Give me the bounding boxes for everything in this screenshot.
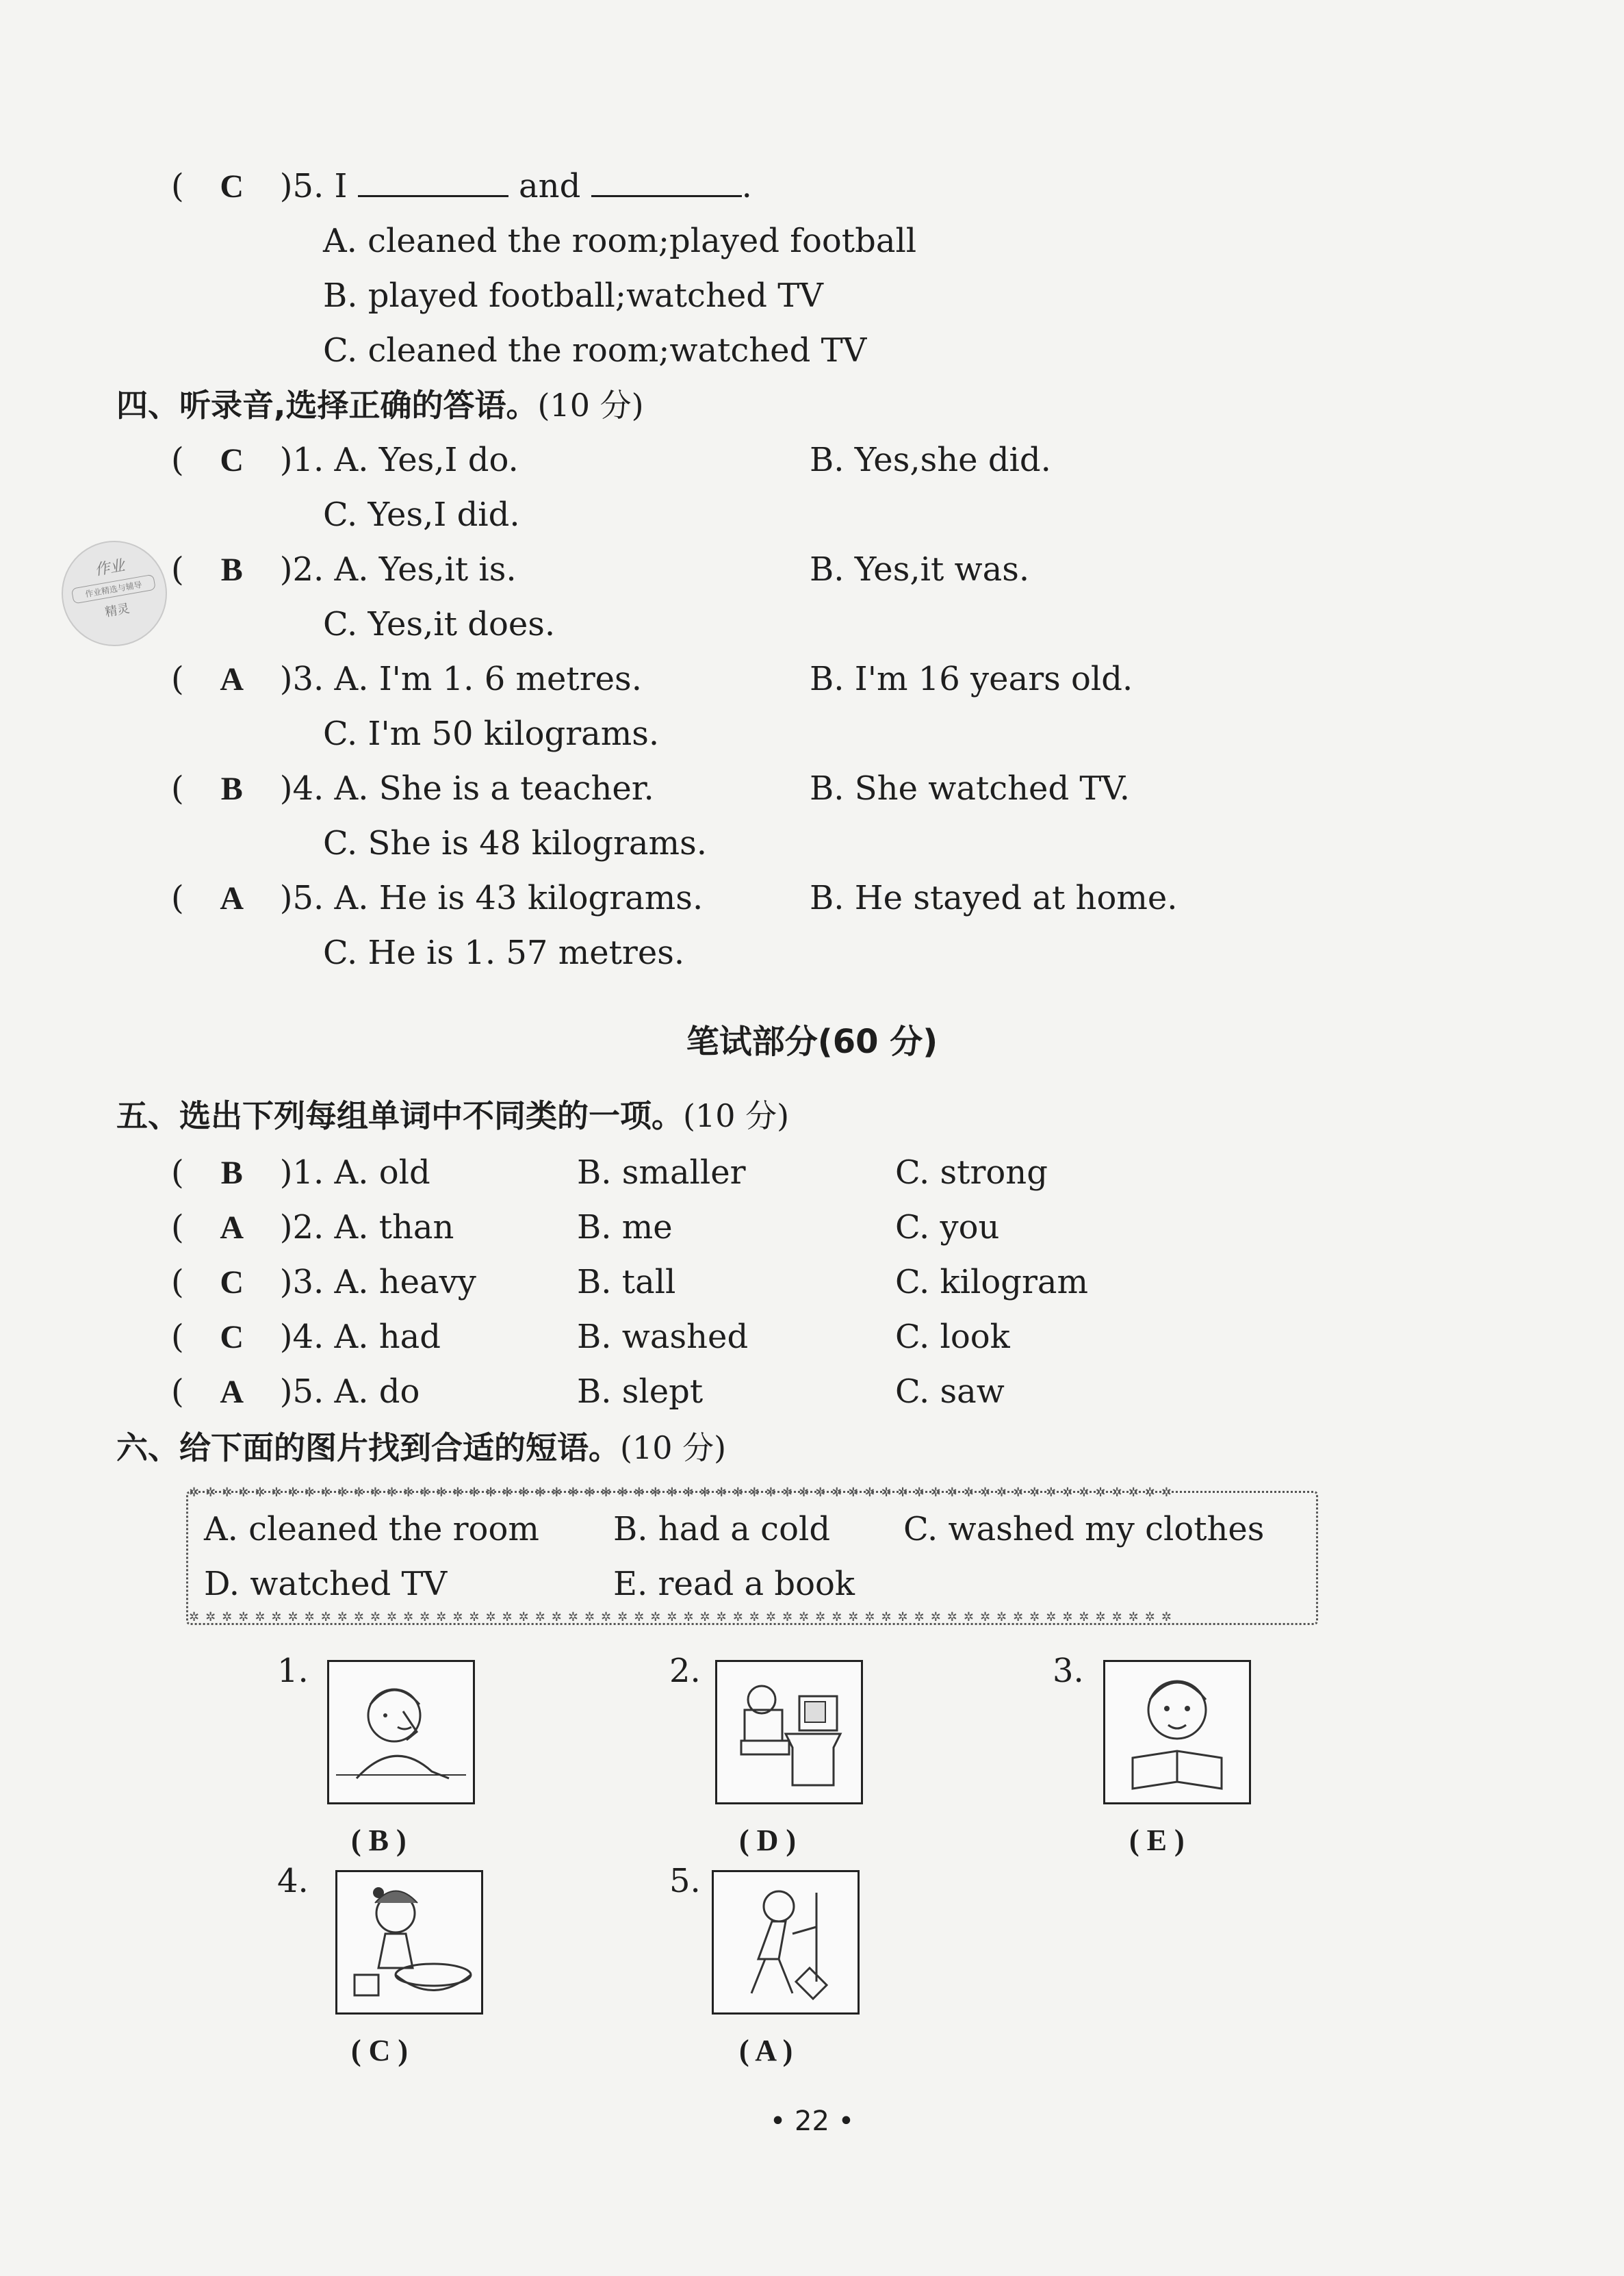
question-row: ( B )4. A. She is a teacher. [171, 768, 654, 810]
fill-blank [358, 168, 508, 197]
option-b: B. played football;watched TV [323, 277, 823, 315]
picture-answer: ( D ) [739, 1824, 797, 1857]
section-heading-6: 六、给下面的图片找到合适的短语。(10 分) [116, 1429, 727, 1466]
picture-answer: ( B ) [351, 1824, 407, 1857]
question-row: ( B )1. A. old [171, 1152, 430, 1194]
question-row: ( A )5. A. He is 43 kilograms. [171, 878, 703, 919]
option-c: C. I'm 50 kilograms. [323, 715, 660, 753]
answer-letter: B [220, 1155, 243, 1191]
option-b: B. Yes,it was. [810, 550, 1030, 589]
homework-stamp: 作业 作业精选与辅导 精灵 [53, 533, 175, 654]
question-row: ( C )5. I and . [171, 166, 752, 207]
option-b: B. me [577, 1208, 673, 1246]
picture-number: 1. [277, 1652, 309, 1690]
option-c: C. kilogram [895, 1263, 1089, 1301]
section-heading-5: 五、选出下列每组单词中不同类的一项。(10 分) [116, 1097, 790, 1134]
question-row: ( A )5. A. do [171, 1371, 420, 1413]
option-c: C. strong [895, 1153, 1048, 1192]
question-row: ( B )2. A. Yes,it is. [171, 549, 517, 591]
picture-number: 5. [669, 1862, 701, 1900]
written-section-title: 笔试部分(60 分) [686, 1023, 938, 1061]
question-row: ( C )1. A. Yes,I do. [171, 439, 519, 481]
option-c: C. Yes,I did. [323, 496, 520, 534]
option-b: B. tall [577, 1263, 676, 1301]
page-number: • 22 • [769, 2106, 855, 2137]
option-c: C. look [895, 1318, 1010, 1356]
phrase-c: C. washed my clothes [903, 1510, 1265, 1548]
option-b: B. Yes,she did. [810, 441, 1051, 479]
watching-tv-illustration [717, 1662, 861, 1802]
question-row: ( A )2. A. than [171, 1207, 454, 1249]
question-row: ( C )3. A. heavy [171, 1262, 476, 1303]
answer-letter: A [220, 1210, 244, 1246]
picture-sick-child [327, 1660, 475, 1804]
phrase-a: A. cleaned the room [204, 1510, 539, 1548]
answer-letter: B [220, 552, 243, 588]
star-border-top: ✲✲✲✲✲✲✲✲✲✲✲✲✲✲✲✲✲✲✲✲✲✲✲✲✲✲✲✲✲✲✲✲✲✲✲✲✲✲✲✲✲✲✲✲✲✲✲✲✲✲✲✲✲✲✲✲✲✲✲✲ [189, 1485, 1178, 1500]
sick-child-illustration [329, 1662, 473, 1802]
option-b: B. washed [577, 1318, 749, 1356]
question-row: ( A )3. A. I'm 1. 6 metres. [171, 658, 642, 700]
option-b: B. She watched TV. [810, 769, 1130, 808]
picture-reading-book [1103, 1660, 1251, 1804]
option-c: C. She is 48 kilograms. [323, 824, 707, 862]
option-c: C. saw [895, 1372, 1005, 1411]
option-a: A. cleaned the room;played football [323, 222, 917, 260]
answer-letter: C [220, 168, 244, 205]
answer-letter: C [220, 1264, 244, 1301]
option-c: C. cleaned the room;watched TV [323, 331, 867, 370]
washing-girl-illustration [337, 1872, 481, 2012]
option-b: B. I'm 16 years old. [810, 660, 1133, 698]
picture-answer: ( C ) [351, 2034, 409, 2067]
answer-letter: A [220, 1374, 244, 1410]
option-c: C. Yes,it does. [323, 605, 556, 643]
phrase-d: D. watched TV [204, 1565, 448, 1603]
option-b: B. smaller [577, 1153, 746, 1192]
option-c: C. He is 1. 57 metres. [323, 934, 685, 972]
answer-letter: B [220, 771, 243, 807]
picture-washing-clothes [335, 1870, 483, 2015]
fill-blank [591, 168, 742, 197]
picture-number: 4. [277, 1862, 309, 1900]
star-border-bottom: ✲✲✲✲✲✲✲✲✲✲✲✲✲✲✲✲✲✲✲✲✲✲✲✲✲✲✲✲✲✲✲✲✲✲✲✲✲✲✲✲✲✲✲✲✲✲✲✲✲✲✲✲✲✲✲✲✲✲✲✲ [189, 1610, 1178, 1624]
answer-letter: A [220, 880, 244, 917]
reading-boy-illustration [1105, 1662, 1249, 1802]
answer-letter: A [220, 661, 244, 698]
answer-letter: C [220, 1319, 244, 1355]
option-b: B. He stayed at home. [810, 879, 1178, 917]
answer-letter: C [220, 442, 244, 478]
picture-number: 3. [1053, 1652, 1084, 1690]
cleaning-boy-illustration [714, 1872, 858, 2012]
phrase-b: B. had a cold [613, 1510, 831, 1548]
option-c: C. you [895, 1208, 1000, 1246]
option-b: B. slept [577, 1372, 704, 1411]
question-row: ( C )4. A. had [171, 1316, 441, 1358]
picture-answer: ( A ) [739, 2034, 793, 2067]
picture-number: 2. [669, 1652, 701, 1690]
phrase-e: E. read a book [613, 1565, 855, 1603]
section-heading-4: 四、听录音,选择正确的答语。(10 分) [116, 387, 644, 424]
picture-answer: ( E ) [1129, 1824, 1185, 1857]
picture-cleaning-room [712, 1870, 860, 2015]
picture-watching-tv [715, 1660, 863, 1804]
